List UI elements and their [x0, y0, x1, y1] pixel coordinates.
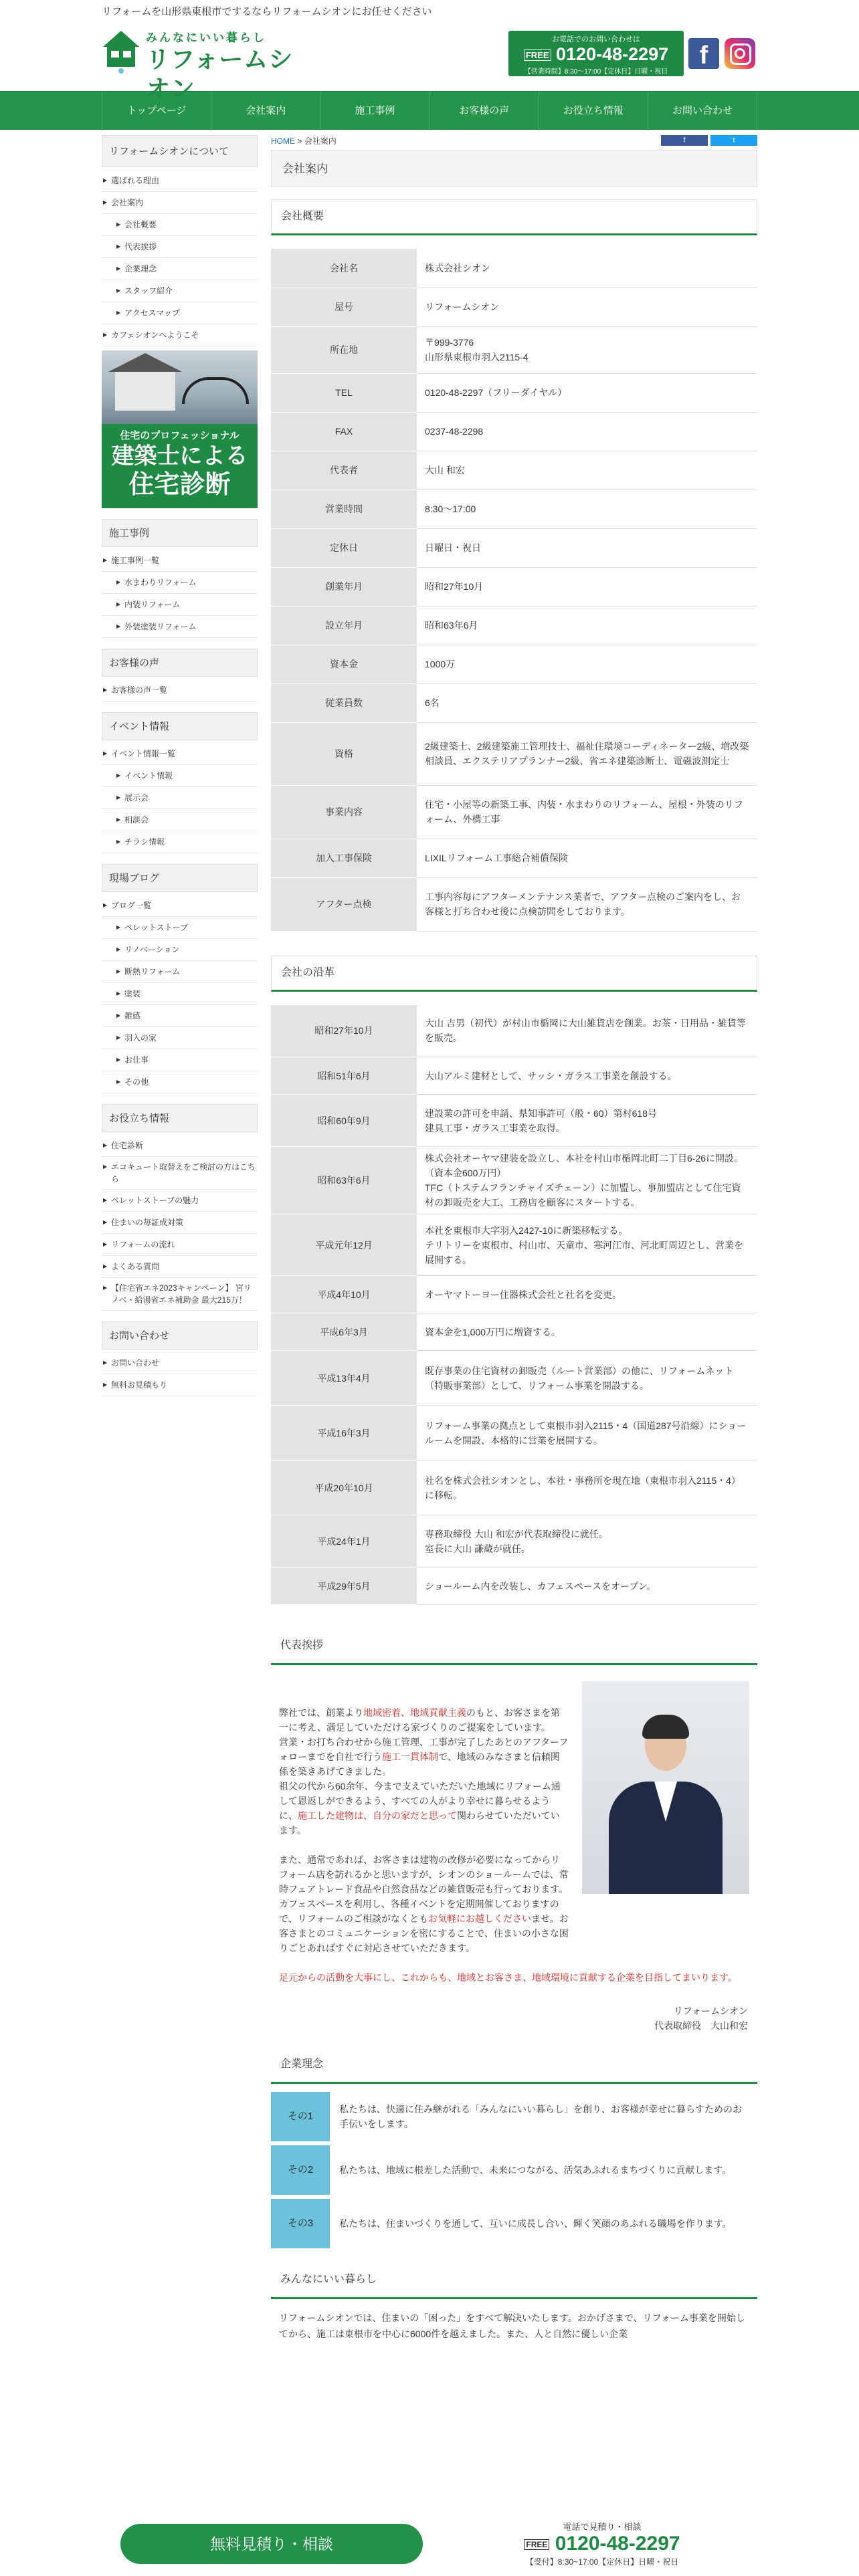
table-row: [271, 1095, 757, 1147]
row-value: 大山 和宏: [417, 451, 757, 490]
logo-title: リフォームシオン: [146, 45, 294, 102]
sidebar-item[interactable]: ▶ 外装塗装リフォーム: [102, 616, 258, 638]
table-row: [271, 606, 757, 645]
sidebar-heading-blog: 現場ブログ: [102, 864, 258, 892]
sidebar-item[interactable]: ▶ ペレットストーブ: [102, 917, 258, 939]
sidebar-item[interactable]: ▶ 水まわりリフォーム: [102, 572, 258, 594]
table-row: [271, 490, 757, 528]
sidebar-item[interactable]: ▶ チラシ情報: [102, 831, 258, 853]
table-row: [271, 412, 757, 451]
section-title-philosophy: 企業理念: [271, 2048, 757, 2084]
table-row: [271, 683, 757, 722]
footer-tel-number: 0120-48-2297: [555, 2533, 680, 2555]
table-row: [271, 1351, 757, 1406]
freedial-icon: FREE: [524, 2539, 549, 2550]
table-row: [271, 249, 757, 288]
row-value: LIXILリフォーム工事総合補償保険: [417, 839, 757, 877]
row-value: 住宅・小屋等の新築工事、内装・水まわりのリフォーム、屋根・外装のリフォーム、外構工事: [417, 785, 757, 839]
row-label: 設立年月: [271, 606, 417, 645]
sidebar-item[interactable]: ▶ 施工事例一覧: [102, 550, 258, 572]
row-label: 平成29年5月: [271, 1568, 417, 1605]
row-value: ショールーム内を改装し、カフェスペースをオープン。: [417, 1568, 757, 1605]
section-title-greeting: 代表挨拶: [271, 1629, 757, 1665]
sidebar-heading-useful: お役立ち情報: [102, 1104, 258, 1132]
sidebar-item[interactable]: ▶ その他: [102, 1071, 258, 1093]
philosophy-text: 私たちは、地域に根差した活動で、未来につながる、活気あふれるまちづくりに貢献します。: [339, 2165, 732, 2175]
site-logo[interactable]: [102, 27, 316, 102]
sidebar-item[interactable]: ▶ 住まいの毎証成対策: [102, 1212, 258, 1234]
sidebar-item[interactable]: ▶ 内装リフォーム: [102, 594, 258, 616]
freedial-icon: FREE: [524, 49, 551, 61]
row-value: 昭和27年10月: [417, 567, 757, 606]
row-label: 所在地: [271, 326, 417, 373]
row-label: 営業時間: [271, 490, 417, 528]
table-row: [271, 1005, 757, 1057]
row-value: 資本金を1,000万円に増資する。: [417, 1313, 757, 1351]
row-label: 定休日: [271, 528, 417, 567]
nav-voice[interactable]: お客様の声: [430, 92, 539, 130]
nav-company[interactable]: 会社案内: [211, 92, 320, 130]
greeting-p2b: 施工一貫体制: [382, 1751, 438, 1762]
banner-line3: 住宅診断: [128, 471, 231, 499]
sidebar: [102, 135, 258, 2342]
row-label: 平成20年10月: [271, 1461, 417, 1515]
main-content: [271, 135, 757, 2342]
sidebar-about-list: [102, 167, 258, 346]
table-row: [271, 1515, 757, 1568]
greeting-p3a: 祖父の代から60余年、今まで支えていただいた地域にリフォーム通して恩返しができるよう、すべての人がより幸せに暮らせるように、: [279, 1781, 561, 1821]
sidebar-item[interactable]: ▶ ブログ一覧: [102, 895, 258, 917]
row-value: 建設業の許可を申請、県知事許可（般・60）第村618号 建具工事・ガラス工事業を取得。: [417, 1095, 757, 1147]
row-value: 1000万: [417, 645, 757, 683]
row-label: 加入工事保険: [271, 839, 417, 877]
philosophy-number: その2: [271, 2145, 330, 2195]
row-value: 2級建築士、2級建築施工管理技士、福祉住環境コーディネーター2級、増改築相談員、エクステリアプランナー2級、省エネ建築診断士、電磁波測定士: [417, 722, 757, 785]
row-label: 資本金: [271, 645, 417, 683]
row-value: 0120-48-2297（フリーダイヤル）: [417, 373, 757, 412]
sidebar-item[interactable]: ▶ よくある質問: [102, 1256, 258, 1278]
philosophy-number: その1: [271, 2092, 330, 2141]
philosophy-item: [271, 2199, 757, 2248]
sidebar-heading-voice: お客様の声: [102, 649, 258, 677]
footer-tel-caption: 電話で見積り・相談: [563, 2522, 642, 2532]
row-label: 会社名: [271, 249, 417, 288]
sidebar-item[interactable]: ▶ お仕事: [102, 1049, 258, 1071]
sidebar-item[interactable]: ▶ スタッフ紹介: [102, 280, 258, 302]
row-value: 8:30～17:00: [417, 490, 757, 528]
table-row: [271, 839, 757, 877]
tel-hours: 【営業時間】8:30～17:00【定休日】日曜・祝日: [524, 68, 668, 76]
site-tagline: リフォームを山形県東根市でするならリフォームシオンにお任せください: [102, 6, 432, 17]
table-row: [271, 645, 757, 683]
row-value: 大山アルミ建材として、サッシ・ガラス工事業を創設する。: [417, 1057, 757, 1095]
table-row: [271, 288, 757, 326]
nav-works[interactable]: 施工事例: [320, 92, 429, 130]
logo-subtitle: みんなにいい暮らし: [146, 31, 266, 44]
sidebar-contact-list: [102, 1350, 258, 1396]
sidebar-item[interactable]: ▶ 会社案内: [102, 192, 258, 214]
sidebar-item[interactable]: ▶ 企業理念: [102, 258, 258, 280]
greeting-text: [279, 1671, 569, 1955]
row-value: オーヤマトーヨー住器株式会社と社名を変更。: [417, 1276, 757, 1313]
sidebar-heading-about: リフォームシオンについて: [102, 135, 258, 167]
row-value: 社名を株式会社シオンとし、本社・事務所を現在地（東根市羽入2115・4）に移転。: [417, 1461, 757, 1515]
table-row: [271, 567, 757, 606]
sidebar-heading-works: 施工事例: [102, 519, 258, 547]
sidebar-useful-list: [102, 1132, 258, 1311]
row-label: 平成16年3月: [271, 1406, 417, 1461]
company-history-table: [271, 1005, 757, 1606]
share-twitter-icon[interactable]: t: [710, 135, 757, 146]
row-value: 〒999-3776 山形県東根市羽入2115-4: [417, 326, 757, 373]
row-value: 工事内容毎にアフターメンテナンス業者で、アフター点検のご案内をし、お客様と打ち合わせ後に点検訪問をしております。: [417, 877, 757, 931]
greeting-p4c: ませ。お客さまとのコミュニケーションを密にすることで、住まいの小さな困りごとあればすぐに対応させていただきます。: [279, 1913, 569, 1953]
tel-caption: お電話でのお問い合わせは: [552, 35, 640, 43]
footer-tel[interactable]: [515, 2520, 689, 2567]
philosophy-item: [271, 2145, 757, 2195]
sidebar-item[interactable]: ▶ 断熱リフォーム: [102, 961, 258, 983]
greeting-p4b: お気軽にお越しください: [428, 1913, 532, 1924]
row-label: 事業内容: [271, 785, 417, 839]
row-label: 平成24年1月: [271, 1515, 417, 1568]
table-row: [271, 373, 757, 412]
inspection-banner-photo[interactable]: [102, 350, 258, 424]
greeting-p1a: 弊社では、創業より: [279, 1707, 363, 1718]
breadcrumb-home[interactable]: HOME: [271, 136, 295, 146]
sidebar-item[interactable]: ▶ 選ばれる理由: [102, 170, 258, 192]
row-value: 6名: [417, 683, 757, 722]
nav-contact[interactable]: お問い合わせ: [648, 92, 757, 130]
row-label: 創業年月: [271, 567, 417, 606]
sidebar-event-list: [102, 740, 258, 853]
sidebar-item[interactable]: ▶ 代表挨拶: [102, 236, 258, 258]
row-value: 昭和63年6月: [417, 606, 757, 645]
greeting-p2c: で、地域のみなさまと信頼関係を築きあげてきました。: [279, 1751, 560, 1777]
tel-number: 0120-48-2297: [556, 44, 669, 64]
table-row: [271, 1147, 757, 1214]
table-row: [271, 722, 757, 785]
sidebar-item[interactable]: ▶ 羽入の家: [102, 1027, 258, 1049]
nav-top[interactable]: トップページ: [102, 92, 211, 130]
philosophy-text: 私たちは、住まいづくりを通して、互いに成長し合い、輝く笑顔のあふれる職場を作ります。: [339, 2218, 732, 2229]
table-row: [271, 451, 757, 490]
philosophy-list: [271, 2092, 757, 2248]
sidebar-item[interactable]: ▶ カフェシオンへようこそ: [102, 324, 258, 346]
company-overview-table: [271, 249, 757, 932]
table-row: [271, 1406, 757, 1461]
row-value: 本社を東根市大字羽入2427-10に新築移転する。 テリトリーを東根市、村山市、天童市、寒河江市、河北町周辺とし、営業を展開する。: [417, 1214, 757, 1276]
sidebar-item[interactable]: ▶ イベント情報: [102, 765, 258, 787]
row-value: 大山 吉男（初代）が村山市楯岡に大山雑貨店を創業。お茶・日用品・雑貨等を販売。: [417, 1005, 757, 1057]
row-label: 平成6年3月: [271, 1313, 417, 1351]
sidebar-item[interactable]: ▶ リフォームの流れ: [102, 1234, 258, 1256]
sidebar-blog-list: [102, 892, 258, 1093]
row-value: 専務取締役 大山 和宏が代表取締役に就任。 室長に大山 謙蔵が就任。: [417, 1515, 757, 1568]
nav-useful[interactable]: お役立ち情報: [539, 92, 648, 130]
row-label: アフター点検: [271, 877, 417, 931]
philosophy-text: 私たちは、快適に住み継がれる「みんなにいい暮らし」を創り、お客様が幸せに暮らすためのお手伝いをします。: [339, 2104, 742, 2129]
table-row: [271, 785, 757, 839]
sidebar-heading-contact: お問い合わせ: [102, 1321, 258, 1350]
greeting-p2a: 営業・お打ち合わせから施工管理、工事が完了したあとのアフターフォローまでを自社で行う: [279, 1737, 569, 1762]
greeting-signature: [271, 2004, 757, 2033]
greeting-p4a: また、通常であれば、お客さまは建物の改修が必要になってからリフォーム店を訪れるかと思いますが、シオンのショールームでは、常時フェアトレード食品や自然食品などの雑貨販売も行っております。カフェスペースを利用し、各種イベントを定期開催しておりますので、リフォームのご相談がなくとも: [279, 1854, 569, 1924]
sidebar-item[interactable]: ▶ 【住宅省エネ2023キャンペーン】 宮リノベ・給湯省エネ補助金 最大215万！: [102, 1278, 258, 1311]
section-title-overview: 会社概要: [271, 199, 757, 235]
site-header: [102, 17, 757, 102]
row-label: 資格: [271, 722, 417, 785]
greeting-closing: 足元からの活動を大事にし、これからも、地域とお客さま、地域環境に貢献する企業を目指してまいります。: [279, 1972, 737, 1983]
sidebar-item[interactable]: ▶ イベント情報一覧: [102, 743, 258, 765]
sidebar-item[interactable]: ▶ 塗装: [102, 983, 258, 1005]
table-row: [271, 1276, 757, 1313]
row-label: 従業員数: [271, 683, 417, 722]
header-tel-box[interactable]: [508, 31, 684, 76]
table-row: [271, 877, 757, 931]
footer-tel-hours: 【受付】8:30~17:00【定休日】日曜・祝日: [525, 2557, 679, 2567]
share-facebook-icon[interactable]: f: [661, 135, 708, 146]
row-value: 株式会社シオン: [417, 249, 757, 288]
philosophy-item: [271, 2092, 757, 2141]
sidebar-item[interactable]: ▶ アクセスマップ: [102, 302, 258, 324]
page-title: 会社案内: [271, 150, 757, 187]
table-row: [271, 326, 757, 373]
sidebar-item[interactable]: ▶ リノベーション: [102, 939, 258, 961]
row-label: 昭和51年6月: [271, 1057, 417, 1095]
signature-company: リフォームシオン: [673, 2006, 748, 2016]
row-label: 昭和60年9月: [271, 1095, 417, 1147]
instagram-icon[interactable]: [725, 38, 755, 69]
row-label: 昭和63年6月: [271, 1147, 417, 1214]
house-logo-icon: [102, 29, 140, 74]
greeting-p1c: のもと、お客さまを第一に考え、満足していただける家づくりのご提案をしています。: [279, 1707, 560, 1733]
table-row: [271, 1214, 757, 1276]
banner-line1: 住宅のプロフェッショナル: [120, 430, 240, 441]
row-value: 既存事業の住宅資材の卸販売（ルート営業部）の他に、リフォームネット（特販事業部）として、リフォーム事業を開設する。: [417, 1351, 757, 1406]
ceo-photo: [582, 1681, 749, 1894]
greeting-p1b: 地域密着、地域貢献主義: [363, 1707, 466, 1718]
breadcrumb: [271, 135, 757, 150]
row-value: リフォームシオン: [417, 288, 757, 326]
banner-line2: 建築士による: [111, 443, 248, 469]
philosophy-number: その3: [271, 2199, 330, 2248]
row-label: 平成4年10月: [271, 1276, 417, 1313]
sidebar-heading-event: イベント情報: [102, 712, 258, 740]
table-row: [271, 1313, 757, 1351]
sidebar-item[interactable]: ▶ ペレットストーブの魅力: [102, 1190, 258, 1212]
sidebar-item[interactable]: ▶ 会社概要: [102, 214, 258, 236]
facebook-icon[interactable]: f: [688, 38, 719, 69]
sidebar-voice-list: [102, 677, 258, 702]
sidebar-item[interactable]: ▶ お問い合わせ: [102, 1352, 258, 1374]
row-value: 0237-48-2298: [417, 412, 757, 451]
sidebar-works-list: [102, 547, 258, 638]
sidebar-item[interactable]: ▶ 雑感: [102, 1005, 258, 1027]
sidebar-item[interactable]: ▶ エコキュート取替えをご検討の方はこちら: [102, 1157, 258, 1190]
row-label: FAX: [271, 412, 417, 451]
section-title-minna: みんなにいい暮らし: [271, 2263, 757, 2299]
inspection-banner[interactable]: [102, 424, 258, 508]
sticky-footer: [0, 2513, 859, 2576]
estimate-cta-button[interactable]: 無料見積り・相談: [120, 2524, 423, 2564]
global-nav: [0, 91, 859, 130]
section-title-history: 会社の沿革: [271, 956, 757, 992]
row-label: 平成13年4月: [271, 1351, 417, 1406]
row-value: 日曜日・祝日: [417, 528, 757, 567]
table-row: [271, 1568, 757, 1605]
table-row: [271, 528, 757, 567]
table-row: [271, 1057, 757, 1095]
greeting-p3b: 施工した建物は、自分の家だと思って: [298, 1810, 457, 1821]
breadcrumb-separator: >: [295, 136, 304, 146]
row-label: 代表者: [271, 451, 417, 490]
row-value: リフォーム事業の拠点として東根市羽入2115・4（国道287号沿線）にショールームを開設、本格的に営業を展開する。: [417, 1406, 757, 1461]
sidebar-item[interactable]: ▶ 展示会: [102, 787, 258, 809]
row-label: 平成元年12月: [271, 1214, 417, 1276]
table-row: [271, 1461, 757, 1515]
signature-name: 代表取締役 大山和宏: [654, 2020, 748, 2031]
sidebar-item[interactable]: ▶ 住宅診断: [102, 1135, 258, 1157]
ceo-greeting: [271, 1671, 757, 1955]
minna-text: リフォームシオンでは、住まいの「困った」をすべて解決いたします。おかげさまで、リフォーム事業を開始してから、施工は東根市を中心に6000件を越えました。また、人と自然に優しい企業: [279, 2313, 745, 2339]
sidebar-item[interactable]: ▶ 無料お見積もり: [102, 1374, 258, 1396]
row-value: 株式会社オーヤマ建装を設立し、本社を村山市楯岡北町二丁目6-26に開設。（資本金600万円） TFC（トステムフランチャイズチェーン）に加盟し、事加盟店として住宅資材の卸販売を大工、工務店を顧客にスタートする。: [417, 1147, 757, 1214]
row-label: 屋号: [271, 288, 417, 326]
row-label: 昭和27年10月: [271, 1005, 417, 1057]
row-label: TEL: [271, 373, 417, 412]
breadcrumb-current: 会社案内: [304, 136, 337, 146]
sidebar-item[interactable]: ▶ 相談会: [102, 809, 258, 831]
sidebar-item[interactable]: ▶ お客様の声一覧: [102, 679, 258, 702]
greeting-p3c: 関わらせていただいています。: [279, 1810, 560, 1836]
